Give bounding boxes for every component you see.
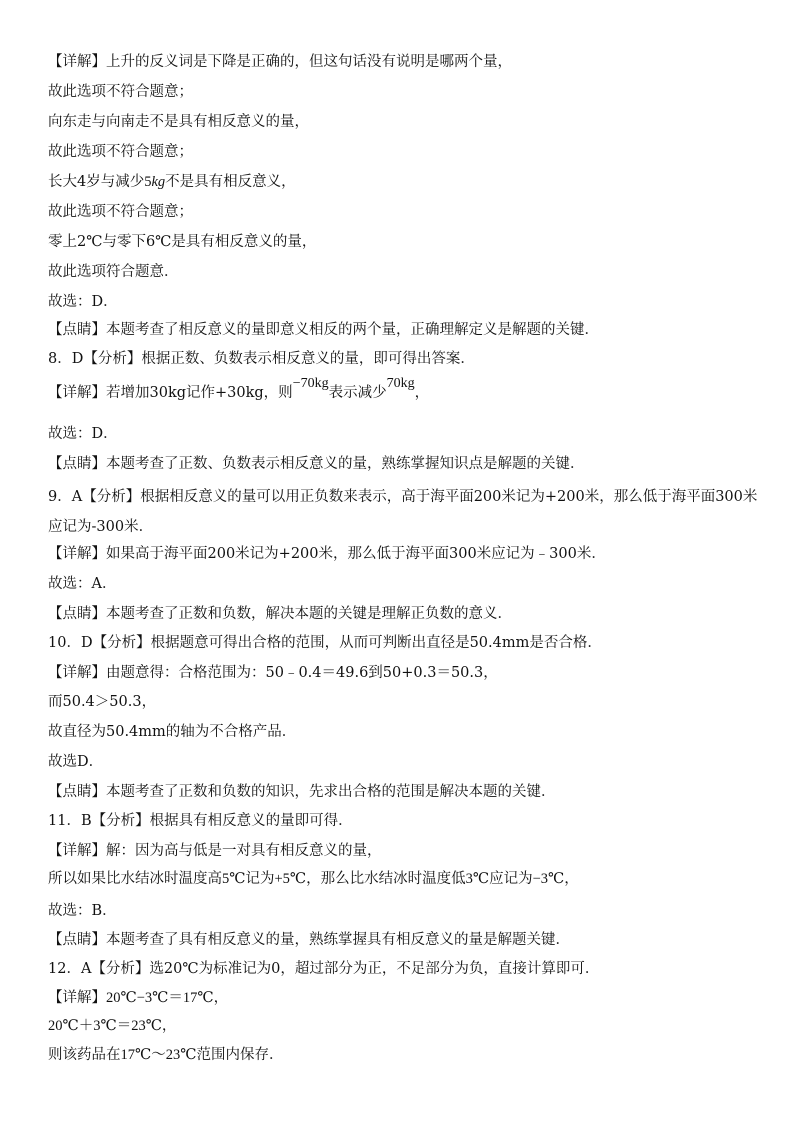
math-plus5c: +5℃ <box>274 871 307 887</box>
math-equation: 20℃−3℃＝17℃ <box>106 990 214 1006</box>
text-fragment: 长大4岁与减少 <box>48 174 145 190</box>
text-line: 【点睛】本题考查了具有相反意义的量，熟练掌握具有相反意义的量是解题关键． <box>48 932 570 948</box>
text-line <box>48 1016 760 1036</box>
text-line: 故选：B． <box>48 903 117 919</box>
math-minus3c: −3℃ <box>532 871 565 887</box>
text-fragment: ， <box>161 1018 177 1034</box>
text-fragment: 记为 <box>245 871 275 887</box>
text-line: 故此选项符合题意． <box>48 264 179 280</box>
text-paragraph: 9．A【分析】根据相反意义的量可以用正负数来表示，高于海平面200米记为+200米，那么低于海平面300米应记为-300米． <box>48 489 758 535</box>
text-line: 故直径为50.4mm的轴为不合格产品． <box>48 724 297 740</box>
text-fragment: 【详解】若增加30kg记作+30kg，则 <box>48 385 293 401</box>
text-line-q11-detail <box>48 869 760 889</box>
text-line: 故此选项不符合题意； <box>48 144 193 160</box>
text-fragment: 表示减少 <box>328 385 387 401</box>
text-line: 故选：D． <box>48 294 118 310</box>
text-line: 8．D【分析】根据正数、负数表示相反意义的量，即可得出答案． <box>48 351 475 367</box>
math-range: 17℃～23℃ <box>120 1047 197 1063</box>
math-number: 5 <box>144 174 152 190</box>
text-line: 【详解】上升的反义词是下降是正确的，但这句话没有说明是哪两个量， <box>48 54 512 70</box>
math-unit: kg <box>151 174 166 190</box>
text-line: 【点睛】本题考查了相反意义的量即意义相反的两个量，正确理解定义是解题的关键． <box>48 322 599 338</box>
text-line: 【点睛】本题考查了正数、负数表示相反意义的量，熟练掌握知识点是解题的关键． <box>48 456 585 472</box>
text-line <box>48 172 760 192</box>
text-fragment: 不是具有相反意义， <box>165 174 296 190</box>
text-fragment: ， <box>564 871 579 887</box>
text-fragment: 所以如果比水结冰时温度高 <box>48 871 222 887</box>
text-fragment: 范围内保存． <box>196 1047 284 1063</box>
math-5c: 5℃ <box>222 871 246 887</box>
text-line: 【点睛】本题考查了正数和负数，解决本题的关键是理解正负数的意义． <box>48 606 512 622</box>
math-70kg: 70kg <box>386 376 415 391</box>
math-equation: 20℃＋3℃＝23℃ <box>48 1018 162 1034</box>
text-line: 而50.4＞50.3， <box>48 694 157 710</box>
text-line: 向东走与向南走不是具有相反意义的量， <box>48 114 309 130</box>
math-negative-70kg: −70kg <box>292 376 329 391</box>
text-fragment: ，那么比水结冰时温度低 <box>306 871 466 887</box>
text-line: 【点睛】本题考查了正数和负数的知识，先求出合格的范围是解决本题的关键． <box>48 784 556 800</box>
text-line: 故选：D． <box>48 426 118 442</box>
text-line: 【详解】解：因为高与低是一对具有相反意义的量， <box>48 843 382 859</box>
text-line: 【详解】如果高于海平面200米记为+200米，那么低于海平面300米应记为﹣300米． <box>48 546 606 562</box>
text-fragment: ， <box>213 990 229 1006</box>
text-fragment: ， <box>414 385 430 401</box>
text-line <box>48 1045 760 1065</box>
text-line: 故此选项不符合题意； <box>48 84 193 100</box>
text-line: 故选D． <box>48 754 104 770</box>
text-fragment: 则该药品在 <box>48 1047 121 1063</box>
text-line: 12．A【分析】选20℃为标准记为0，超过部分为正，不足部分为负，直接计算即可． <box>48 961 600 977</box>
math-3c: 3℃ <box>465 871 490 887</box>
text-line-q12-detail <box>48 988 760 1008</box>
text-line: 零上2℃与零下6℃是具有相反意义的量， <box>48 234 317 250</box>
text-line: 10．D【分析】根据题意可得出合格的范围，从而可判断出直径是50.4mm是否合格． <box>48 635 602 651</box>
text-line: 故选：A． <box>48 576 117 592</box>
text-fragment: 【详解】 <box>48 990 106 1006</box>
text-fragment: 应记为 <box>489 871 533 887</box>
text-line: 11．B【分析】根据具有相反意义的量即可得． <box>48 813 353 829</box>
text-line: 故此选项不符合题意； <box>48 204 193 220</box>
text-line-q8-detail <box>48 376 760 404</box>
text-line: 【详解】由题意得：合格范围为：50﹣0.4＝49.6到50+0.3＝50.3， <box>48 665 498 681</box>
